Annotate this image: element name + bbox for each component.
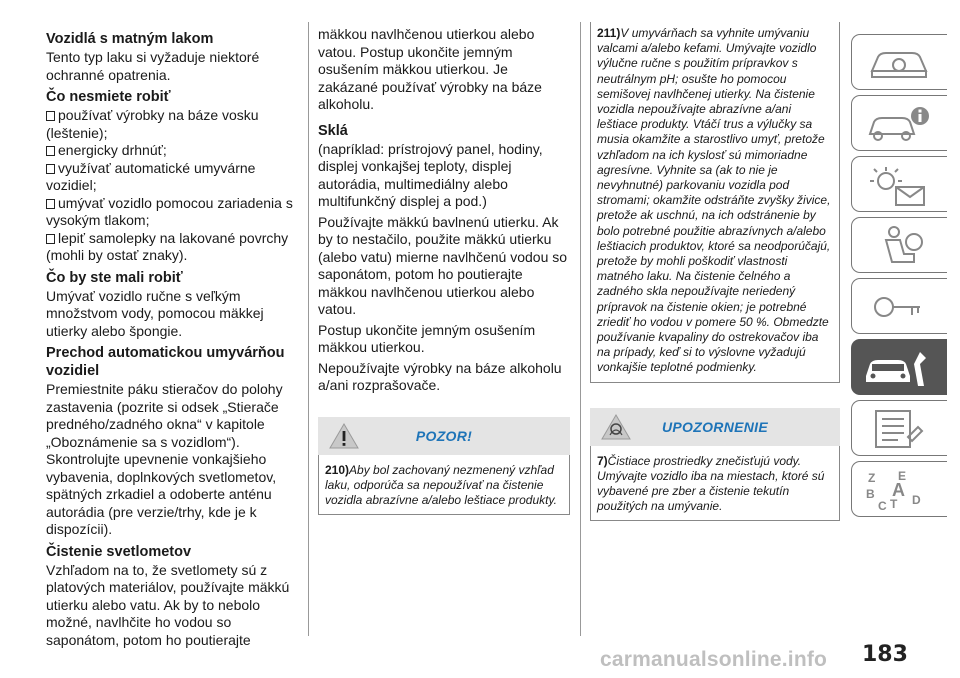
column-divider: [580, 22, 581, 636]
tab-technical-data[interactable]: [851, 400, 947, 456]
caution-box: [590, 446, 840, 522]
warning-header: [318, 417, 570, 455]
warning-note: 210)Aby bol zachovaný nezmenený vzhľad laku, odporúča sa nepoužívať na čistenie vozidla abrazívne a/alebo leštiace produkty.: [325, 462, 557, 507]
index-letter: A: [892, 480, 905, 500]
paragraph-glass-4: Nepoužívajte výrobky na báze alkoholu a/ani rozprašovače.: [318, 359, 562, 393]
tab-safety[interactable]: [851, 217, 947, 273]
heading-glass: Sklá: [318, 122, 348, 139]
warning-title: POZOR!: [415, 427, 473, 444]
dont-item: energicky drhnúť;: [46, 142, 298, 160]
tab-starting-driving[interactable]: [851, 278, 947, 334]
caution-title: UPOZORNENIE: [662, 418, 768, 435]
paragraph-glass-2: Používajte mäkkú bavlnenú utierku. Ak by to nestačilo, použite mäkkú utierku (alebo vatu) mierne navlhčenú vodou so saponátom, potom ho poutierajte mäkkou navlhčenou utierkou alebo vatou.: [318, 213, 568, 317]
tab-dashboard[interactable]: [851, 34, 947, 90]
paragraph-glass-3: Postup ukončite jemným osušením mäkkou utierkou.: [318, 321, 536, 355]
note-box: [590, 22, 840, 383]
index-letter: T: [890, 497, 898, 511]
paragraph-matte-paint: Tento typ laku si vyžaduje niektoré ochranné opatrenia.: [46, 49, 260, 83]
paragraph-car-wash: Premiestnite páku stieračov do polohy zastavenia (pozrite si odsek „Stierače predného/zadného okna“ v kapitole „Oboznámenie sa s vozidlom“). Skontrolujte upevnenie vonkajšieho vybavenia, doplnkových svetlometov, spätných zrkadiel a odoberte anténu autorádia (pre verzie/trhy, kde je k dispozícii).: [46, 381, 283, 537]
caution-header: [590, 408, 840, 446]
paragraph-do: Umývať vozidlo ručne s veľkým množstvom vody, pomocou mäkkej utierky alebo špongie.: [46, 287, 264, 339]
bullet-box-icon: [46, 164, 55, 174]
column-divider: [308, 22, 309, 636]
paragraph-headlights: Vzhľadom na to, že svetlomety sú z platových materiálov, používajte mäkkú utierku alebo vatu. Ak by to nebolo možné, navlhčite ho vodou so saponátom, potom ho poutierajte: [46, 561, 290, 648]
bullet-box-icon: [46, 234, 55, 244]
tab-maintenance[interactable]: [851, 339, 947, 395]
dont-item: využívať automatické umyvárne vozidiel;: [46, 159, 256, 193]
column-2: [318, 26, 570, 515]
note-211: 211)V umyvárňach sa vyhnite umývaniu valcami a/alebo kefami. Umývajte vozidlo výlučne ručne s použitím prípravkov s neutrálnym pH; osušte ho pomocou semišovej navlhčenej utierky. Na čistenie vozidla nepoužívajte abrazívne a/ani leštiace produkty. Vtáčí trus a výlučky sa musia okamžite a starostlivo umyť, pretože vzhľadom na ich kyslosť sú mimoriadne agresívne. Vyhnite sa (ak to nie je nevyhnutné) parkovaniu vozidla pod stromami; okamžite odstráňte zvyšky živice, pretože ak uschnú, na ich odstránenie by bolo potrebné použitie abrazívnych a/alebo leštiacich produktov, ktoré sa neodporúčajú, pretože by mohli poškodiť vlastnosti matného laku. Na čistenie čelného a zadného skla nepoužívajte neriedený prípravok na čistenie okien; je potrebné zriediť ho vodou v pomere 50 %. Obmedzte používanie kvapaliny do ostrekovačov iba na prípady, keď si to výslovne vyžadujú vonkajšie teplotné podmienky.: [597, 26, 831, 375]
tab-warning-lights[interactable]: [851, 156, 947, 212]
caution-note: 7)Čistiace prostriedky znečisťujú vody. Umývajte vozidlo iba na miestach, ktoré sú vybavené pre zber a čistenie tekutín použitých na umývanie.: [597, 453, 825, 514]
paragraph-glass-1: (napríklad: prístrojový panel, hodiny, displej vonkajšej teploty, displej autorádia, multimediálny alebo multifunkčný displej a pod.): [318, 140, 543, 209]
index-letter: E: [898, 469, 907, 483]
paragraph-headlights-cont: mäkkou navlhčenou utierkou alebo vatou. Postup ukončite jemným osušením mäkkou utierkou. Je zakázané používať výrobky na báze alkoholu.: [318, 26, 542, 112]
index-letter: B: [866, 487, 875, 501]
dont-item: lepiť samolepky na lakované povrchy (mohli by ostať znaky).: [46, 229, 289, 263]
watermark: carmanualsonline.info: [600, 648, 828, 671]
column-3: [590, 22, 840, 521]
heading-matte-paint: Vozidlá s matným lakom: [46, 31, 214, 47]
index-letter: D: [912, 493, 921, 507]
index-letter: C: [878, 499, 887, 512]
column-1: [46, 26, 298, 652]
tab-index[interactable]: [851, 461, 947, 517]
chapter-tabs: [851, 34, 947, 522]
heading-dont: Čo nesmiete robiť: [46, 89, 171, 105]
heading-do: Čo by ste mali robiť: [46, 269, 183, 286]
index-letter: Z: [868, 471, 876, 485]
heading-headlights: Čistenie svetlometov: [46, 543, 192, 560]
bullet-box-icon: [46, 199, 55, 209]
bullet-box-icon: [46, 146, 55, 156]
dont-item: používať výrobky na báze vosku (leštenie);: [46, 107, 259, 141]
page-number: 183: [862, 642, 908, 667]
heading-car-wash: Prechod automatickou umyvárňou vozidiel: [46, 345, 285, 379]
warning-box: [318, 455, 570, 516]
tab-car-info[interactable]: [851, 95, 947, 151]
bullet-box-icon: [46, 111, 55, 121]
dont-item: umývať vozidlo pomocou zariadenia s vysokým tlakom;: [46, 194, 293, 228]
